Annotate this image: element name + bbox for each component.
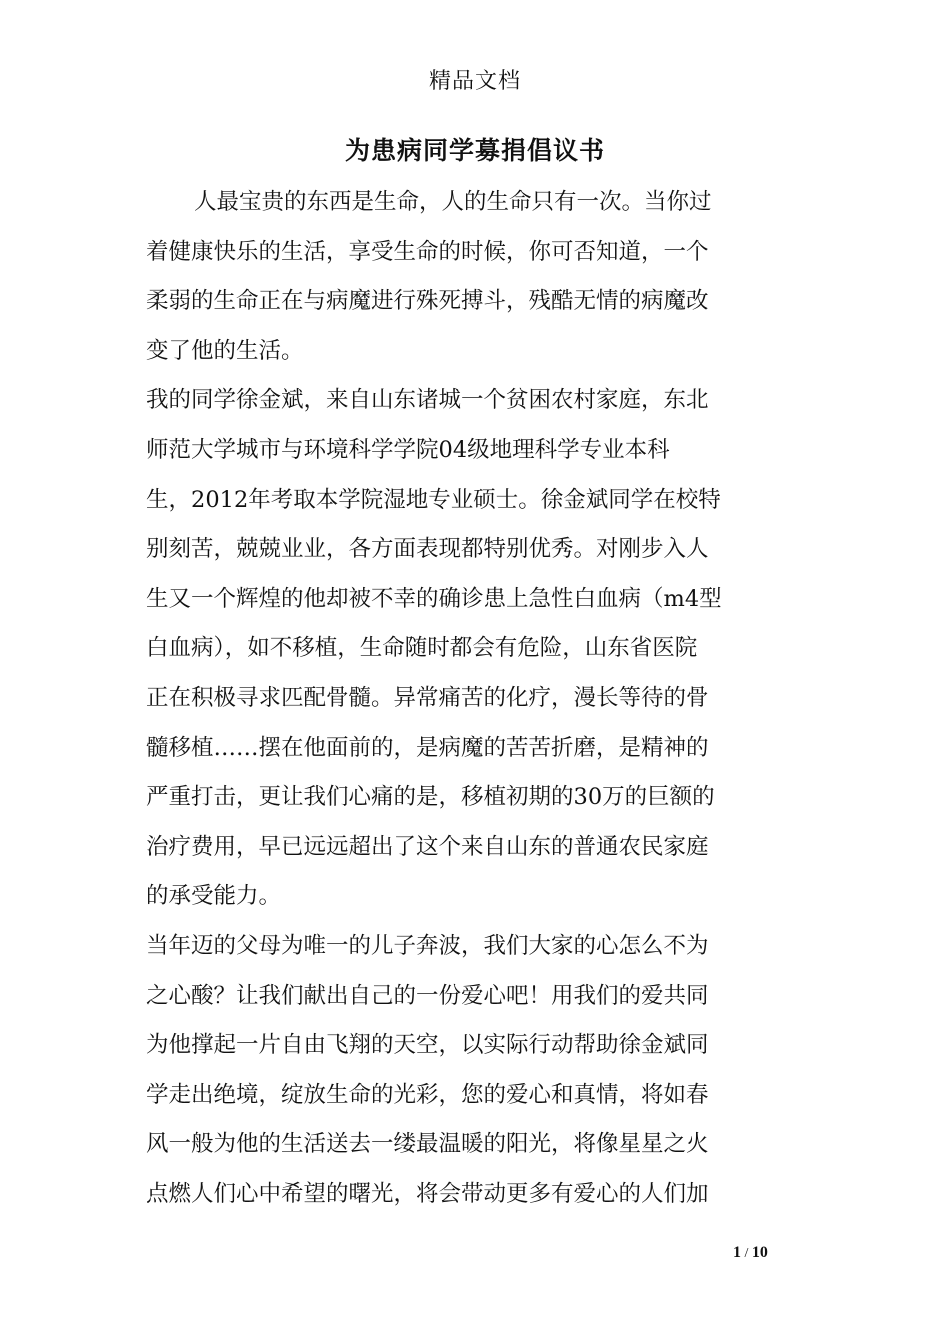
page-number [733,1244,768,1262]
body-line: 当年迈的父母为唯一的儿子奔波，我们大家的心怎么不为 [146,932,709,959]
body-line: 为他撑起一片自由飞翔的天空，以实际行动帮助徐金斌同 [146,1032,709,1059]
body-line: 生，2012年考取本学院湿地专业硕士。徐金斌同学在校特 [146,486,721,513]
body-line: 白血病），如不移植，生命随时都会有危险，山东省医院 [146,635,698,662]
page-number-total: 10 [751,1244,768,1261]
document-body [146,178,801,1219]
body-line: 髓移植……摆在他面前的，是病魔的苦苦折磨，是精神的 [146,734,709,761]
page-number-current: 1 [733,1244,741,1261]
body-line: 生又一个辉煌的他却被不幸的确诊患上急性白血病（m4型 [146,585,722,612]
page-number-separator: / [741,1246,752,1261]
document-title: 为患病同学募捐倡议书 [344,136,605,165]
body-line: 人最宝贵的东西是生命，人的生命只有一次。当你过 [194,189,712,215]
body-line: 点燃人们心中希望的曙光，将会带动更多有爱心的人们加 [146,1180,709,1207]
body-line: 柔弱的生命正在与病魔进行殊死搏斗，残酷无情的病魔改 [146,288,709,315]
body-line: 正在积极寻求匹配骨髓。异常痛苦的化疗，漫长等待的骨 [146,684,709,711]
body-line: 严重打击，更让我们心痛的是，移植初期的30万的巨额的 [146,784,715,811]
body-line: 治疗费用，早已远远超出了这个来自山东的普通农民家庭 [146,833,709,860]
body-line: 别刻苦，兢兢业业，各方面表现都特别优秀。对刚步入人 [146,536,709,563]
body-line: 变了他的生活。 [146,337,304,364]
body-line: 风一般为他的生活送去一缕最温暖的阳光，将像星星之火 [146,1131,709,1158]
body-line: 之心酸？让我们献出自己的一份爱心吧！用我们的爱共同 [146,982,709,1009]
body-line: 我的同学徐金斌，来自山东诸城一个贫困农村家庭，东北 [146,387,709,414]
body-line: 的承受能力。 [146,883,282,910]
body-line: 着健康快乐的生活，享受生命的时候，你可否知道，一个 [146,238,709,265]
body-line: 学走出绝境，绽放生命的光彩，您的爱心和真情，将如春 [146,1081,709,1108]
body-line: 师范大学城市与环境科学学院04级地理科学专业本科 [146,436,670,463]
page-header: 精品文档 [428,69,521,94]
